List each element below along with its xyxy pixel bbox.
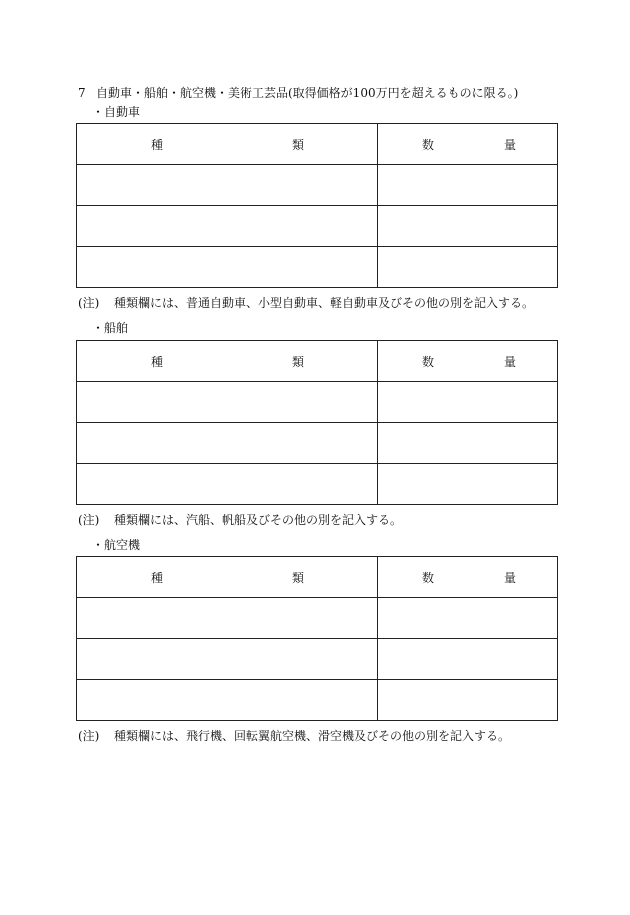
header-quantity (378, 124, 558, 165)
section-number: 7 (78, 86, 86, 100)
note-tag: (注) (78, 729, 100, 743)
table-row (77, 423, 558, 464)
table-row (77, 464, 558, 505)
cell-type[interactable] (77, 206, 378, 247)
section-heading (78, 84, 518, 101)
table-row (77, 206, 558, 247)
note-text: 種類欄には、普通自動車、小型自動車、軽自動車及びその他の別を記入する。 (114, 296, 535, 310)
header-type-char2: 類 (292, 138, 305, 152)
note-tag: (注) (78, 296, 100, 310)
header-quantity-char2: 量 (504, 571, 517, 585)
header-quantity-char1: 数 (422, 571, 435, 585)
table-row (77, 382, 558, 423)
cell-type[interactable] (77, 598, 378, 639)
header-quantity (378, 341, 558, 382)
note-ship (78, 511, 402, 528)
note-tag: (注) (78, 513, 100, 527)
cell-type[interactable] (77, 423, 378, 464)
cell-type[interactable] (77, 165, 378, 206)
header-quantity-char2: 量 (504, 138, 517, 152)
header-type-char1: 種 (151, 355, 164, 369)
note-text: 種類欄には、汽船、帆船及びその他の別を記入する。 (114, 513, 403, 527)
label-ship: ・船舶 (92, 321, 129, 335)
table-header-row (77, 124, 558, 165)
cell-quantity[interactable] (378, 247, 558, 288)
label-aircraft: ・航空機 (92, 538, 141, 552)
header-quantity (378, 557, 558, 598)
header-quantity-char1: 数 (422, 138, 435, 152)
cell-quantity[interactable] (378, 680, 558, 721)
table-header-row (77, 557, 558, 598)
header-type-char2: 類 (292, 355, 305, 369)
table-automobile (76, 123, 558, 288)
table-row (77, 598, 558, 639)
header-type-char1: 種 (151, 571, 164, 585)
header-quantity-char1: 数 (422, 355, 435, 369)
label-automobile: ・自動車 (92, 105, 141, 119)
header-type (77, 557, 378, 598)
cell-quantity[interactable] (378, 639, 558, 680)
cell-quantity[interactable] (378, 598, 558, 639)
table-row (77, 680, 558, 721)
cell-quantity[interactable] (378, 165, 558, 206)
table-row (77, 165, 558, 206)
cell-quantity[interactable] (378, 464, 558, 505)
cell-type[interactable] (77, 680, 378, 721)
cell-quantity[interactable] (378, 206, 558, 247)
table-row (77, 639, 558, 680)
cell-type[interactable] (77, 382, 378, 423)
cell-type[interactable] (77, 464, 378, 505)
table-ship (76, 340, 558, 505)
header-type-char1: 種 (151, 138, 164, 152)
header-quantity-char2: 量 (504, 355, 517, 369)
note-automobile (78, 294, 534, 311)
header-type-char2: 類 (292, 571, 305, 585)
table-aircraft (76, 556, 558, 721)
table-header-row (77, 341, 558, 382)
cell-quantity[interactable] (378, 423, 558, 464)
note-text: 種類欄には、飛行機、回転翼航空機、滑空機及びその他の別を記入する。 (114, 729, 511, 743)
table-row (77, 247, 558, 288)
header-type (77, 124, 378, 165)
cell-quantity[interactable] (378, 382, 558, 423)
header-type (77, 341, 378, 382)
note-aircraft (78, 727, 510, 744)
cell-type[interactable] (77, 639, 378, 680)
cell-type[interactable] (77, 247, 378, 288)
section-title: 自動車・船舶・航空機・美術工芸品(取得価格が100万円を超えるものに限る。) (96, 86, 519, 100)
